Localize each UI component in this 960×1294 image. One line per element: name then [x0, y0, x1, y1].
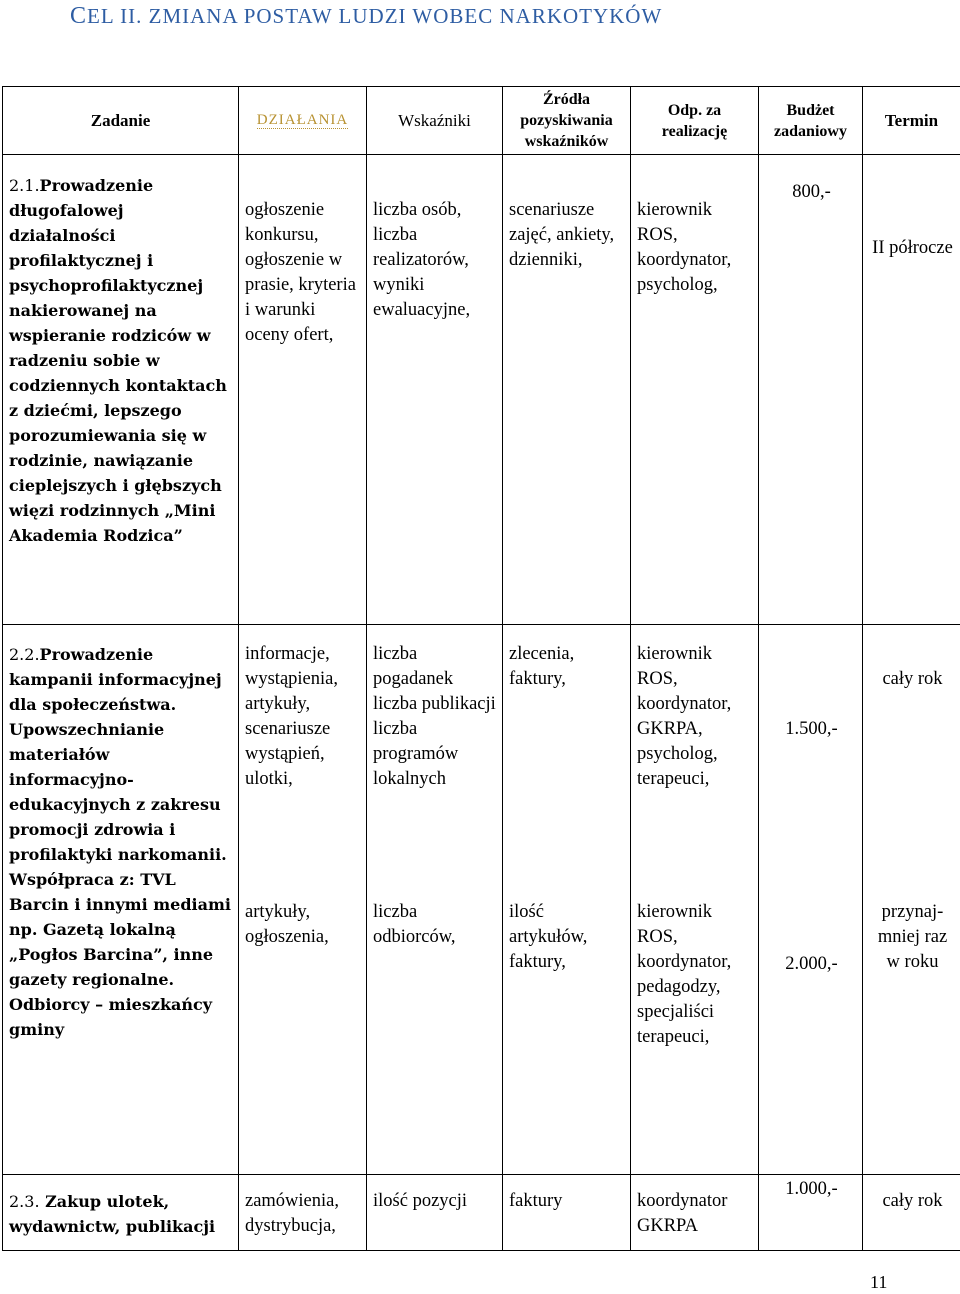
- termin-cell: II półrocze: [863, 155, 960, 625]
- task-number: 2.1.: [9, 176, 40, 195]
- table-row: [3, 1175, 960, 1251]
- task-cell: [3, 1175, 239, 1251]
- page-number: 11: [870, 1272, 888, 1292]
- heading-text: EL II. ZMIANA POSTAW LUDZI WOBEC NARKOTYKÓW: [87, 4, 663, 28]
- wskazniki-group-b: liczba odbiorców,: [373, 902, 456, 947]
- action-plan-table: [2, 86, 960, 1251]
- heading-first-letter: C: [70, 3, 88, 29]
- table-row: [3, 155, 960, 625]
- task-text: Zakup ulotek, wydawnictw, publikacji: [9, 1192, 216, 1236]
- dzialania-cell: zamówienia, dystrybucja,: [239, 1175, 367, 1251]
- task-cell: [3, 155, 239, 625]
- termin-group-b: przynaj-mniej raz w roku: [877, 902, 948, 972]
- termin-cell: [863, 625, 960, 1175]
- task-number: 2.3.: [9, 1192, 40, 1211]
- dzialania-group-a: informacje, wystąpienia, artykuły, scenariusze wystąpień, ulotki,: [245, 644, 338, 789]
- odp-group-b: kierownik ROS, koordynator, pedagodzy, specjaliści terapeuci,: [637, 902, 732, 1047]
- wskazniki-group-a: liczba pogadanek liczba publikacji liczba programów lokalnych: [373, 644, 496, 789]
- task-cell: [3, 625, 239, 1175]
- wskazniki-cell: [367, 625, 503, 1175]
- dzialania-group-b: artykuły, ogłoszenia,: [245, 902, 329, 947]
- zrodla-cell: faktury: [503, 1175, 631, 1251]
- header-dzialania-label: DZIAŁANIA: [256, 112, 349, 128]
- wskazniki-cell: liczba osób, liczba realizatorów, wyniki ewaluacyjne,: [367, 155, 503, 625]
- termin-group-a: cały rok: [882, 669, 943, 689]
- budzet-group-b: 2.000,-: [785, 954, 838, 974]
- zrodla-cell: [503, 625, 631, 1175]
- odp-cell: koordynator GKRPA: [631, 1175, 759, 1251]
- header-odp: Odp. za realizację: [631, 87, 759, 155]
- budzet-cell: [759, 625, 863, 1175]
- odp-group-a: kierownik ROS, koordynator, GKRPA, psycholog, terapeuci,: [637, 644, 732, 789]
- zrodla-cell: scenariusze zajęć, ankiety, dzienniki,: [503, 155, 631, 625]
- dzialania-cell: ogłoszenie konkursu, ogłoszenie w prasie, kryteria i warunki oceny ofert,: [239, 155, 367, 625]
- odp-cell: [631, 625, 759, 1175]
- header-zadanie: Zadanie: [3, 87, 239, 155]
- task-text: Prowadzenie długofalowej działalności profilaktycznej i psychoprofilaktycznej nakierowanej na wspieranie rodziców w radzeniu sobie w codziennych kontaktach z dziećmi, lepszego porozumiewania się w rodzinie, nawiązanie cieplejszych i głębszych więzi rodzinnych „Mini Akademia Rodzica”: [9, 176, 227, 545]
- header-dzialania: [239, 87, 367, 155]
- odp-cell: kierownik ROS, koordynator, psycholog,: [631, 155, 759, 625]
- table-row: [3, 625, 960, 1175]
- dzialania-cell: [239, 625, 367, 1175]
- zrodla-group-a: zlecenia, faktury,: [509, 644, 575, 689]
- table-header-row: [3, 87, 960, 155]
- task-text: Prowadzenie kampanii informacyjnej dla społeczeństwa. Upowszechnianie materiałów informacyjno-edukacyjnych z zakresu promocji zdrowia i profilaktyki narkomanii. Współpraca z: TVL Barcin i innymi mediami np. Gazetą lokalną „Pogłos Barcina”, inne gazety regionalne. Odbiorcy – mieszkańcy gminy: [9, 645, 231, 1039]
- header-wskazniki: Wskaźniki: [367, 87, 503, 155]
- zrodla-group-b: ilość artykułów, faktury,: [509, 902, 588, 972]
- section-heading: [70, 3, 662, 30]
- header-zrodla: Źródła pozyskiwania wskaźników: [503, 87, 631, 155]
- budzet-cell: 1.000,-: [759, 1175, 863, 1251]
- budzet-group-a: 1.500,-: [785, 719, 838, 739]
- header-budzet: Budżet zadaniowy: [759, 87, 863, 155]
- wskazniki-cell: ilość pozycji: [367, 1175, 503, 1251]
- termin-cell: cały rok: [863, 1175, 960, 1251]
- header-termin: Termin: [863, 87, 960, 155]
- task-number: 2.2.: [9, 645, 40, 664]
- budzet-cell: 800,-: [759, 155, 863, 625]
